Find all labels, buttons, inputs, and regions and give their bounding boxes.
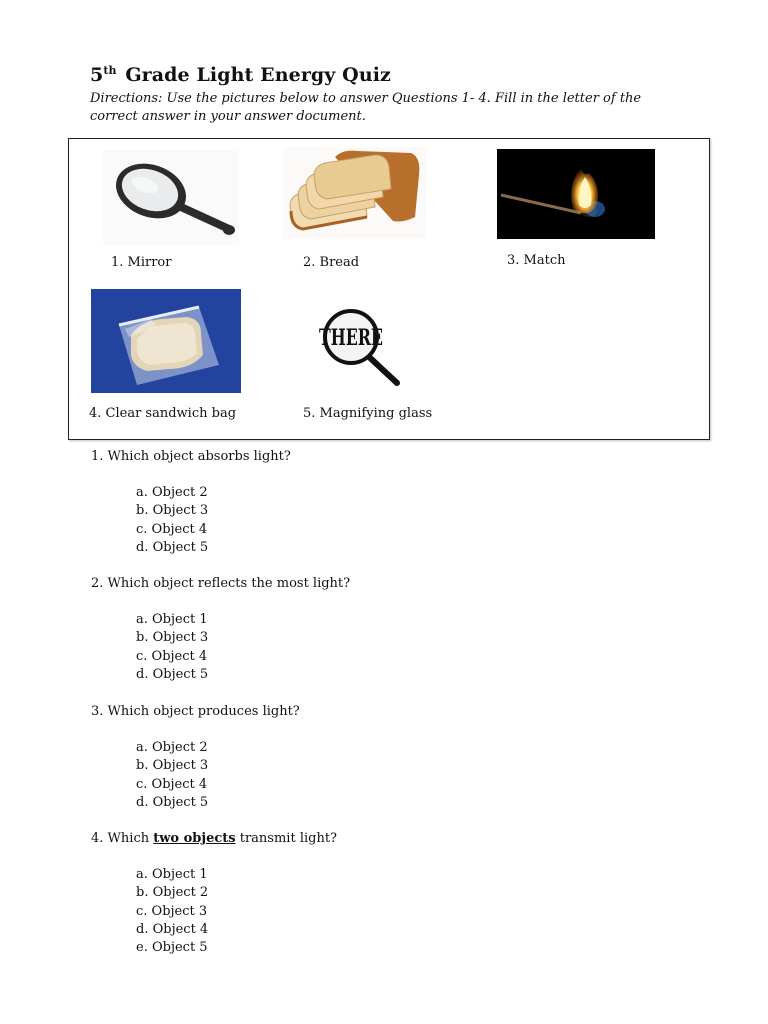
sliced-bread-icon	[283, 147, 427, 239]
magnifying-glass-icon	[309, 305, 409, 389]
question-emphasis: two objects	[153, 831, 236, 846]
picture-box	[68, 138, 710, 440]
magnifier-text: THERE	[319, 325, 383, 351]
question-text-start: Which	[107, 831, 154, 846]
title-text: Grade Light Energy Quiz	[125, 64, 391, 86]
page-title	[90, 64, 391, 86]
option-b: b. Object 3	[136, 630, 209, 646]
option-e: e. Object 5	[136, 940, 208, 956]
grade-superscript: th	[103, 64, 117, 77]
option-d: d. Object 5	[136, 539, 209, 555]
caption-magnifying-glass: 5. Magnifying glass	[303, 406, 433, 421]
question-number: 3.	[91, 704, 104, 719]
option-d: d. Object 4	[136, 921, 209, 937]
question-number: 1.	[91, 449, 104, 464]
magnifying-glass-picture	[309, 305, 409, 389]
caption-match: 3. Match	[507, 253, 566, 268]
option-d: d. Object 5	[136, 794, 209, 810]
grade-number: 5	[90, 64, 104, 86]
caption-sandwich-bag: 4. Clear sandwich bag	[89, 406, 237, 421]
caption-mirror: 1. Mirror	[111, 255, 172, 270]
mirror-picture	[103, 149, 239, 245]
question-3	[91, 704, 300, 719]
options-q4	[136, 866, 208, 957]
question-4	[91, 831, 337, 846]
directions-text: Directions: Use the pictures below to answer Questions 1- 4. Fill in the letter of the correct answer in your answer document.	[90, 91, 642, 124]
option-a: a. Object 2	[136, 740, 208, 755]
question-text: Which object reflects the most light?	[107, 576, 351, 591]
option-c: c. Object 4	[136, 648, 208, 664]
option-c: c. Object 4	[136, 521, 208, 537]
option-a: a. Object 1	[136, 612, 208, 627]
caption-bread: 2. Bread	[303, 255, 360, 270]
question-number: 4.	[91, 831, 104, 846]
question-1	[91, 449, 291, 464]
options-q2	[136, 611, 208, 684]
match-picture	[497, 149, 655, 239]
option-b: b. Object 3	[136, 503, 209, 519]
options-q3	[136, 739, 208, 812]
option-a: a. Object 2	[136, 485, 208, 500]
sandwich-bag-picture	[91, 289, 241, 393]
hand-mirror-icon	[103, 149, 239, 245]
lit-match-icon	[497, 149, 655, 239]
question-text-end: transmit light?	[235, 831, 338, 846]
question-text: Which object absorbs light?	[107, 449, 291, 464]
option-d: d. Object 5	[136, 666, 209, 682]
question-text: Which object produces light?	[107, 704, 300, 719]
sandwich-bag-icon	[91, 289, 241, 393]
question-number: 2.	[91, 576, 104, 591]
option-a: a. Object 1	[136, 867, 208, 882]
option-b: b. Object 2	[136, 885, 209, 901]
option-b: b. Object 3	[136, 758, 209, 774]
question-2	[91, 576, 350, 591]
options-q1	[136, 484, 208, 557]
option-c: c. Object 4	[136, 776, 208, 792]
bread-picture	[283, 147, 427, 239]
option-c: c. Object 3	[136, 903, 208, 919]
